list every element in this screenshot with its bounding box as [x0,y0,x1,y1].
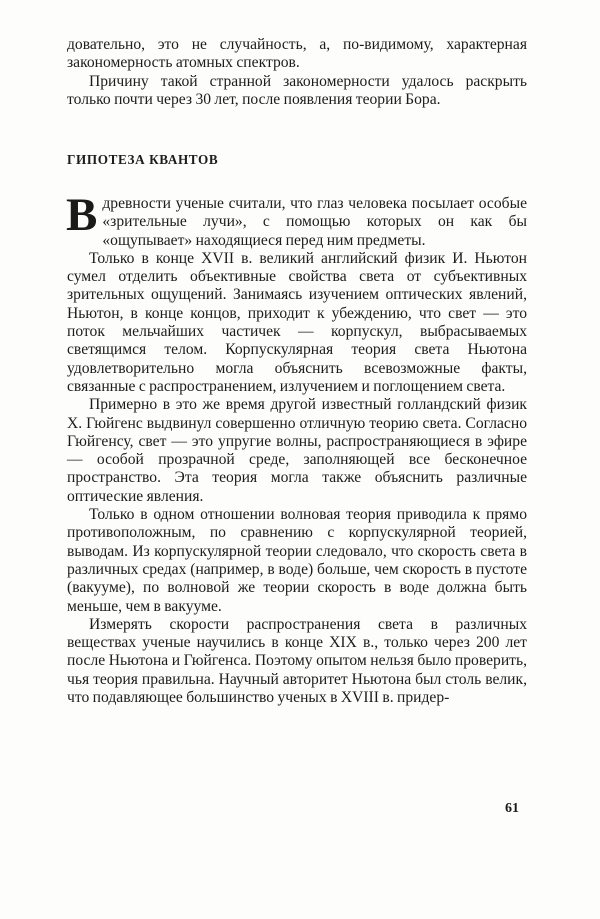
intro-paragraph-2: Причину такой странной закономерности удалось раскрыть только почти через 30 лет, после появления теории Бора. [67,72,527,108]
section-paragraph-1 [66,189,527,250]
section-paragraph-3: Примерно в это же время другой известный голландский физик X. Гюйгенс выдвинул совершенно отличную теорию света. Согласно Гюйгенсу, свет — это упругие волны, распространяющиеся в эфире — особой прозрачной среде, заполняющей все бесконечное пространство. Эта теория могла также объяснить различные оптические явления. [67,396,527,505]
page-number: 61 [505,801,519,816]
section-heading: ГИПОТЕЗА КВАНТОВ [67,152,219,167]
section-paragraph-5: Измерять скорости распространения света в различных веществах ученые научились в конце XIX в., только через 200 лет после Ньютона и Гюйгенса. Поэтому опытом нельзя было проверить, чья теория правильна. Научный авторитет Ньютона был столь велик, что подавляющее большинство ученых в XVIII в. придер- [67,615,527,707]
section-paragraph-2: Только в конце XVII в. великий английский физик И. Ньютон сумел отделить объективные свойства света от субъективных зрительных ощущений. Занимаясь изучением оптических явлений, Ньютон, в конце концов, приходит к убеждению, что свет — это поток мельчайших частичек — корпускул, выбрасываемых светящимся телом. Корпускулярная теория света Ньютона удовлетворительно могла объяснить всевозможные факты, связанные с распространением, излучением и поглощением света. [67,249,527,395]
drop-cap: В [66,189,98,241]
section-paragraph-4: Только в одном отношении волновая теория приводила к прямо противоположным, по сравнению с корпускулярной теорией, выводам. Из корпускулярной теории следовало, что скорость света в различных средах (например, в воде) больше, чем скорость в пустоте (вакууме), по волновой же теории скорость в воде должна быть меньше, чем в вакууме. [67,506,527,615]
intro-text [67,36,527,109]
section-body [66,189,527,707]
section-paragraph-1-text: древности ученые считали, что глаз человека посылает особые «зрительные лучи», с помощью которых он как бы «ощупывает» находящиеся перед ним предметы. [102,195,527,249]
intro-paragraph-1: довательно, это не случайность, а, по-видимому, характерная закономерность атомных спектров. [67,36,527,72]
